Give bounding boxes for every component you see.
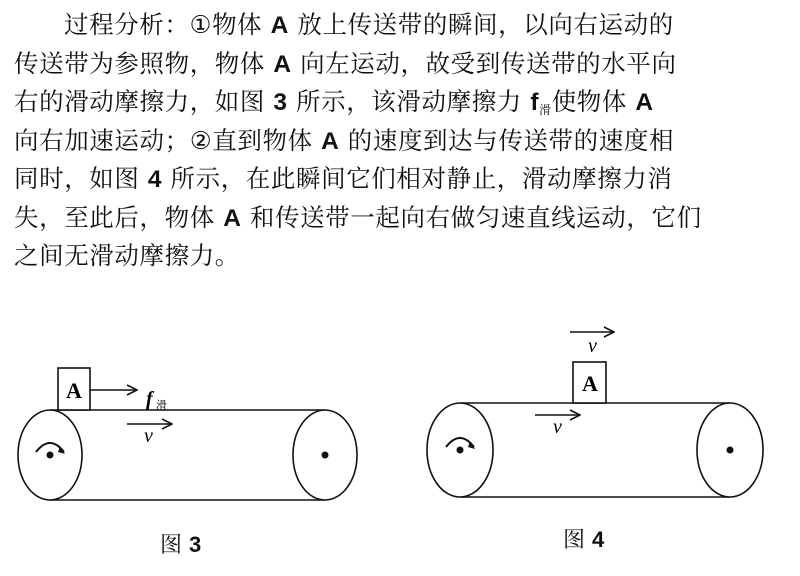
text-segment: 所示，该滑动摩擦力 — [287, 87, 531, 116]
text-segment: 同时，如图 — [14, 164, 148, 193]
block-velocity-symbol: v — [588, 335, 597, 357]
text-segment: 传送带为参照物，物体 — [14, 48, 274, 78]
friction-symbol: f — [530, 89, 540, 116]
belt-velocity-symbol: v — [144, 425, 153, 447]
text-segment: 失，至此后，物体 — [14, 202, 224, 232]
belt-velocity-symbol: v — [553, 416, 562, 438]
object-a-label: A — [223, 204, 242, 232]
caption-number: 3 — [189, 532, 202, 557]
object-a-label: A — [321, 127, 340, 155]
text-segment: 向右加速运动；②直到物体 — [14, 125, 322, 155]
text-segment: 向左运动，故受到传送带的水平向 — [291, 48, 677, 78]
object-a-label: A — [635, 89, 654, 116]
figure-4 — [427, 332, 763, 497]
friction-force-subscript: 滑 — [156, 399, 167, 412]
figure-3-caption — [160, 528, 201, 559]
friction-force-symbol: f — [146, 388, 153, 410]
text-segment: 的速度到达与传送带的速度相 — [339, 125, 675, 155]
text-segment: 之间无滑动摩擦力。 — [14, 241, 240, 270]
text-segment: 右的滑动摩擦力，如图 — [14, 87, 274, 116]
friction-subscript: 滑 — [539, 103, 552, 117]
conveyor-belt — [427, 403, 763, 497]
object-a-label: A — [273, 50, 292, 78]
conveyor-belt — [18, 410, 357, 500]
text-segment: 放上传送带的瞬间，以向右运动的 — [288, 10, 674, 39]
block-a-label: A — [66, 378, 82, 403]
right-roller-axle — [322, 452, 329, 459]
text-segment: 所示，在此瞬间它们相对静止，滑动摩擦力消 — [162, 164, 673, 193]
text-segment: 和传送带一起向右做匀速直线运动，它们 — [241, 202, 702, 232]
left-roller-axle — [47, 452, 54, 459]
figure-number: 3 — [273, 89, 288, 116]
block-a-label: A — [582, 371, 598, 396]
caption-prefix: 图 — [563, 528, 592, 553]
figure-number: 4 — [147, 166, 163, 193]
left-roller-axle — [457, 447, 464, 454]
caption-prefix: 图 — [160, 533, 189, 558]
text-segment: 过程分析：①物体 — [64, 10, 271, 39]
caption-number: 4 — [592, 527, 605, 552]
figure-3 — [18, 368, 357, 500]
figure-4-caption — [563, 523, 604, 554]
text-segment: 使物体 — [551, 87, 636, 116]
right-roller-axle — [727, 447, 734, 454]
object-a-label: A — [270, 12, 289, 39]
